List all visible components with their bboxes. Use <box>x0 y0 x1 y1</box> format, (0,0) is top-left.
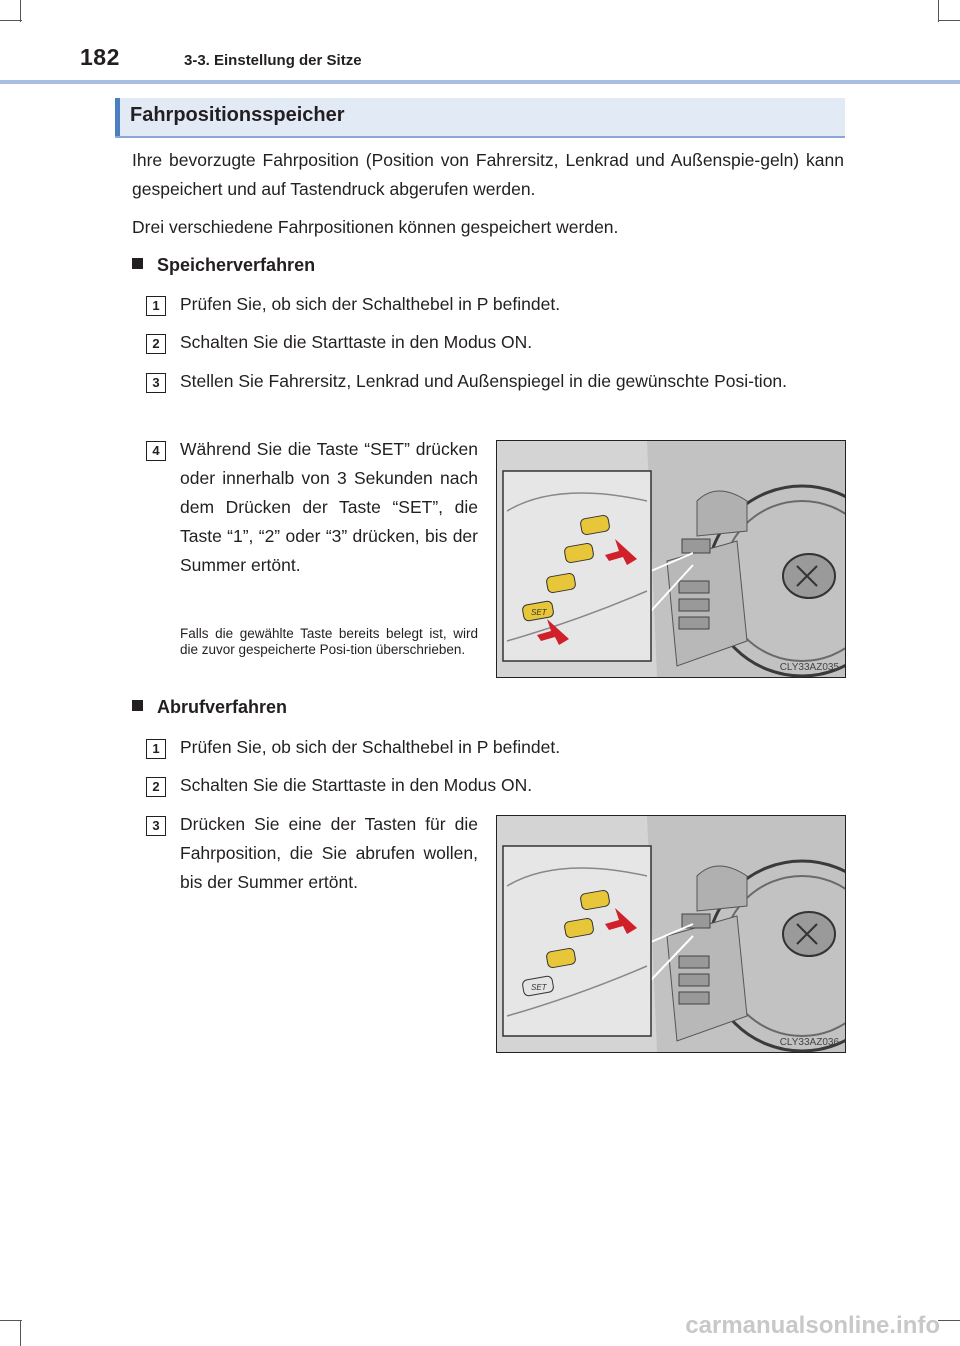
step-text: Schalten Sie die Starttaste in den Modus ON. <box>180 332 533 352</box>
illustration-memory-recall <box>496 815 846 1053</box>
figure-label: CLY33AZ035 <box>779 662 839 673</box>
header-rule <box>0 80 960 84</box>
step-text: Schalten Sie die Starttaste in den Modus ON. <box>180 775 533 795</box>
illustration-memory-set <box>496 440 846 678</box>
crop-mark <box>20 1320 21 1346</box>
figure-label: CLY33AZ036 <box>779 1037 839 1048</box>
note-text: Falls die gewählte Taste bereits belegt ist, wird die zuvor gespeicherte Posi-tion überschrieben. <box>180 626 478 657</box>
intro-paragraph: Ihre bevorzugte Fahrposition (Position von Fahrersitz, Lenkrad und Außenspie-geln) kann gespeichert und auf Tastendruck abgerufen werden. <box>132 150 844 199</box>
section-title: Fahrpositionsspeicher <box>130 104 345 126</box>
subsection-heading-abruf <box>132 697 287 718</box>
step-text: Drücken Sie eine der Tasten für die Fahrposition, die Sie abrufen wollen, bis der Summer ertönt. <box>180 814 478 892</box>
crop-mark <box>0 20 22 21</box>
door-panel-illustration <box>497 816 845 1052</box>
page-number: 182 <box>80 44 120 70</box>
step-number-box: 3 <box>146 816 166 836</box>
set-button-label: SET <box>531 608 547 617</box>
step-number-box: 2 <box>146 777 166 797</box>
crop-mark <box>20 0 21 22</box>
crop-mark <box>0 1320 22 1321</box>
square-bullet-icon <box>132 700 143 711</box>
square-bullet-icon <box>132 258 143 269</box>
step-text: Prüfen Sie, ob sich der Schalthebel in P befindet. <box>180 294 561 314</box>
step-number-box: 1 <box>146 296 166 316</box>
set-button-label: SET <box>531 983 547 992</box>
section-accent <box>115 98 120 136</box>
subsection-heading-text: Abrufverfahren <box>157 697 288 717</box>
step-number-box: 3 <box>146 373 166 393</box>
intro-paragraph-2: Drei verschiedene Fahrpositionen können gespeichert werden. <box>132 217 619 237</box>
subsection-heading-text: Speicherverfahren <box>157 255 316 275</box>
chapter-title: 3-3. Einstellung der Sitze <box>184 52 362 69</box>
crop-mark <box>938 20 960 21</box>
step-number-box: 1 <box>146 739 166 759</box>
subsection-heading-speicher <box>132 255 315 276</box>
step-text: Prüfen Sie, ob sich der Schalthebel in P befindet. <box>180 737 561 757</box>
door-panel-illustration <box>497 441 845 677</box>
step-number-box: 2 <box>146 334 166 354</box>
step-number-box: 4 <box>146 441 166 461</box>
crop-mark <box>938 1320 960 1321</box>
step-text: Während Sie die Taste “SET” drücken oder innerhalb von 3 Sekunden nach dem Drücken der Taste “SET”, die Taste “1”, “2” oder “3” drücken, bis der Summer ertönt. <box>180 439 478 575</box>
crop-mark <box>938 0 939 22</box>
step-text: Stellen Sie Fahrersitz, Lenkrad und Außenspiegel in die gewünschte Posi-tion. <box>180 371 788 391</box>
watermark: carmanualsonline.info <box>685 1312 940 1339</box>
